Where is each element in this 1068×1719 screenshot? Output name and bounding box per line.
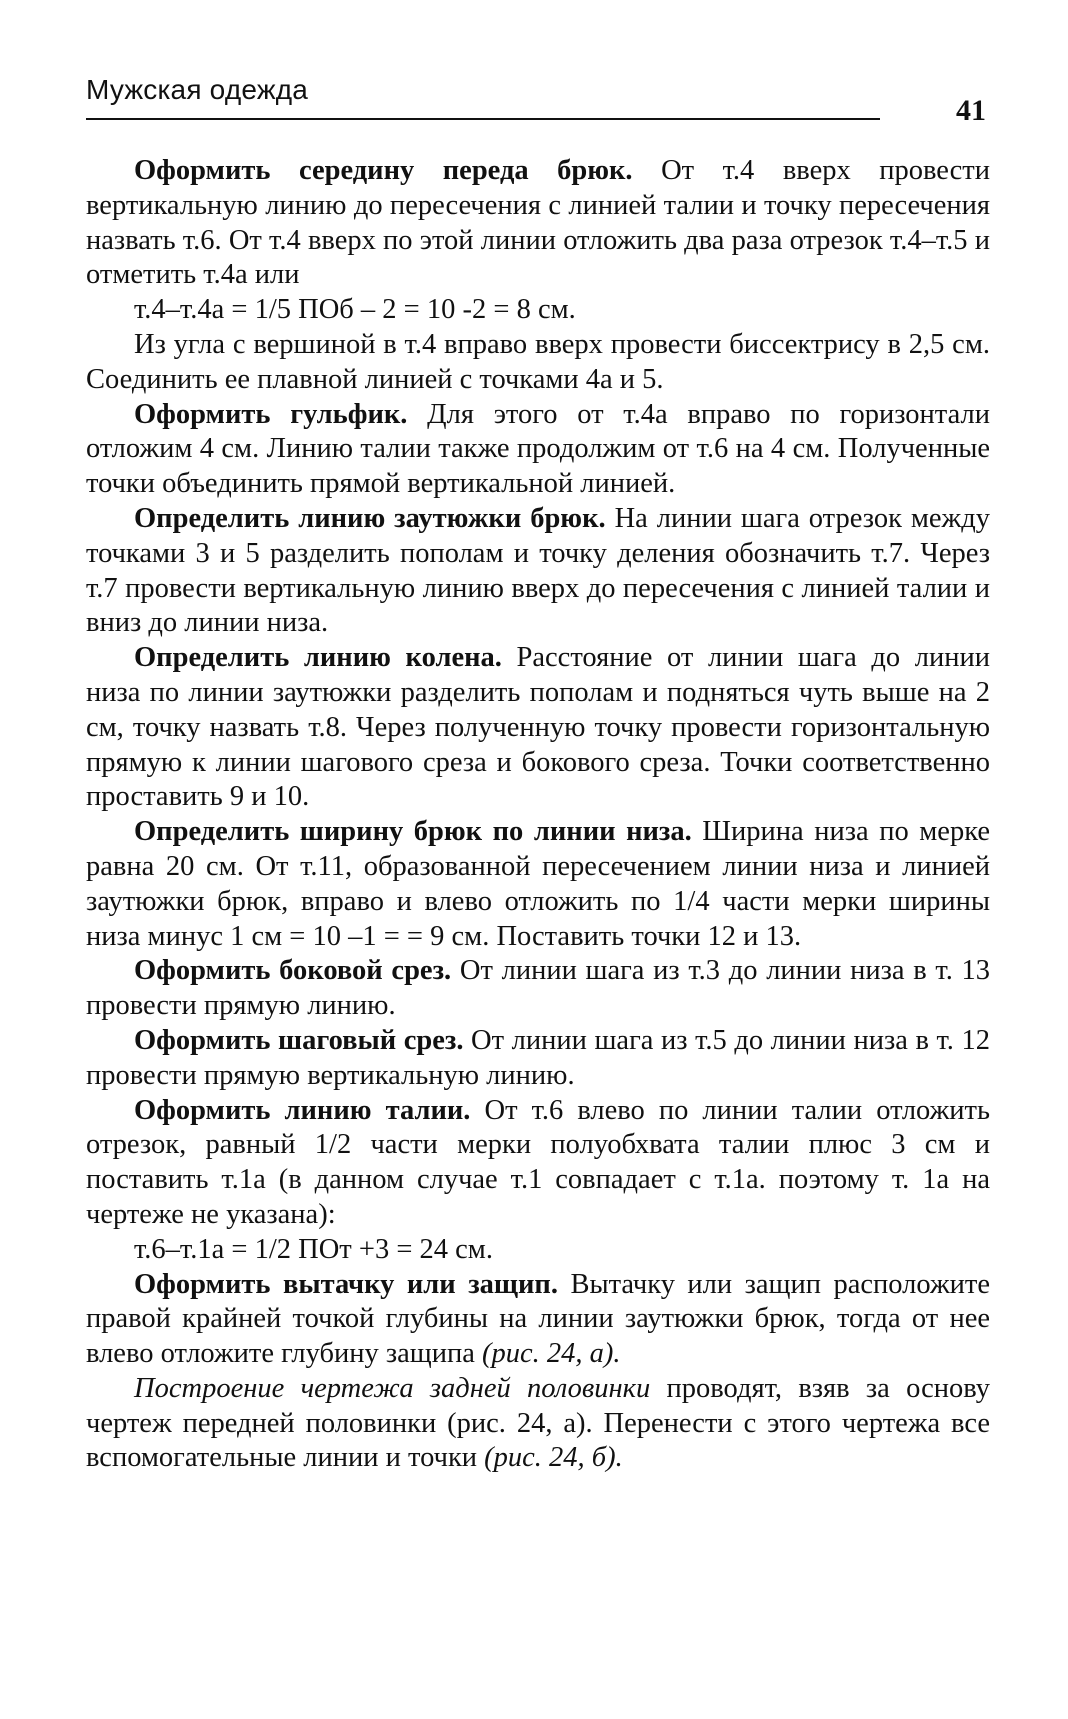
header-rule (86, 118, 880, 120)
paragraph-side-seam (86, 954, 990, 1024)
paragraph-bisector (86, 328, 990, 398)
paragraph-heading: Определить ширину брюк по линии низа. (134, 816, 692, 848)
running-title: Мужская одежда (86, 74, 309, 105)
paragraph-text: От т.4 вверх провести вертикальную линию до пересечения с линией талии и точку пересечения назвать т.6. От т.4 вверх по этой линии отложить два раза отрезок т.4–т.5 и отметить т.4а или (86, 155, 990, 291)
paragraph-text: Из угла с вершиной в т.4 вправо вверх провести биссектрису в 2,5 см. Соединить ее плавной линией с точками 4а и 5. (86, 328, 990, 395)
figure-reference: (рис. 24, б). (484, 1442, 623, 1474)
paragraph-text: От линии шага из т.5 до линии низа в т. 12 провести прямую вертикальную линию. (86, 1024, 990, 1091)
formula-text: т.6–т.1а = 1/2 ПОт +3 = 24 см. (134, 1233, 493, 1265)
paragraph-hem-width (86, 815, 990, 954)
paragraph-text: От линии шага из т.3 до линии низа в т. 13 провести прямую линию. (86, 955, 991, 1022)
paragraph-inseam (86, 1024, 990, 1094)
formula-point-4a (86, 293, 990, 328)
paragraph-text: проводят, взяв за основу чертеж передней половинки (рис. 24, а). Перенести с этого чертежа все вспомогательные линии и точки (86, 1372, 990, 1474)
page-number: 41 (956, 94, 986, 127)
paragraph-front-center (86, 154, 990, 293)
paragraph-text: Вытачку или защип расположите правой крайней точкой глубины на линии заутюжки брюк, тогда от нее влево отложите глубину защипа (86, 1268, 990, 1370)
paragraph-heading: Оформить гульфик. (134, 398, 408, 430)
paragraph-heading: Оформить середину переда брюк. (134, 155, 633, 186)
paragraph-heading: Оформить шаговый срез. (134, 1024, 464, 1056)
paragraph-text: Расстояние от линии шага до линии низа по линии заутюжки разделить пополам и подняться чуть выше на 2 см, точку назвать т.8. Через полученную точку провести горизонтальную прямую к линии шагового среза и бокового среза. Точки соответственно проставить 9 и 10. (86, 642, 990, 813)
paragraph-text: Ширина низа по мерке равна 20 см. От т.11, образованной пересечением линии низа и линией заутюжки брюк, вправо и влево отложить по 1/4 части мерки ширины низа минус 1 см = 10 –1 = = 9 см. Поставить точки 12 и 13. (86, 816, 990, 952)
paragraph-heading: Определить линию заутюжки брюк. (134, 502, 606, 534)
paragraph-text: На линии шага отрезок между точками 3 и 5 разделить пополам и точку деления обозначить т.7. Через т.7 провести вертикальную линию вверх до пересечения с линией талии и вниз до линии низа. (86, 502, 990, 639)
paragraph-waist-line (86, 1094, 990, 1233)
paragraph-heading: Оформить линию талии. (134, 1094, 471, 1126)
paragraph-fly (86, 398, 990, 502)
formula-text: т.4–т.4а = 1/5 ПОб – 2 = 10 -2 = 8 см. (134, 294, 576, 326)
paragraph-italic-lead: Построение чертежа задней половинки (134, 1372, 651, 1404)
paragraph-heading: Определить линию колена. (134, 642, 502, 674)
page-header (86, 74, 986, 126)
figure-reference: (рис. 24, а). (482, 1338, 621, 1370)
paragraph-text: Для этого от т.4а вправо по горизонтали отложим 4 см. Линию талии также продолжим от т.6 на 4 см. Полученные точки объединить прямой вертикальной линией. (86, 398, 990, 500)
body-text (86, 154, 990, 1476)
paragraph-heading: Оформить вытачку или защип. (134, 1268, 558, 1300)
paragraph-heading: Оформить боковой срез. (134, 955, 452, 987)
paragraph-back-half (86, 1372, 990, 1476)
paragraph-dart (86, 1268, 990, 1372)
paragraph-crease-line (86, 502, 990, 641)
paragraph-text: От т.6 влево по линии талии отложить отрезок, равный 1/2 части мерки полуобхвата талии плюс 3 см и поставить т.1а (в данном случае т.1 совпадает с т.1а. поэтому т. 1а на чертеже не указана): (86, 1094, 990, 1230)
formula-point-1a (86, 1233, 990, 1268)
paragraph-knee-line (86, 641, 990, 815)
